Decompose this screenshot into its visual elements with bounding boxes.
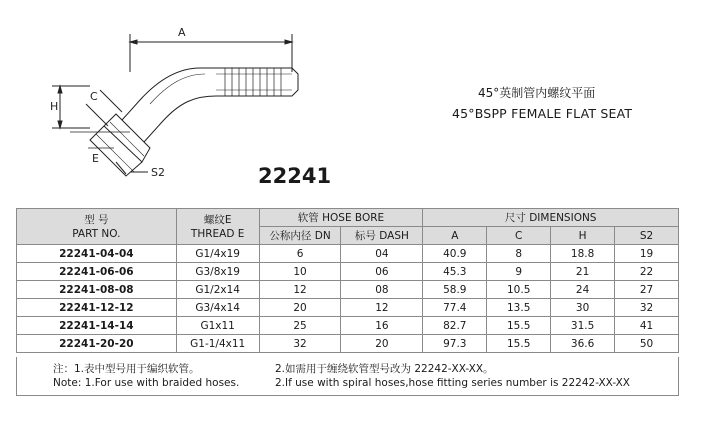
table-row	[17, 335, 679, 353]
cell-h: 36.6	[551, 335, 615, 353]
header-thread	[176, 209, 259, 245]
cell-dash: 04	[341, 245, 423, 263]
dim-a-label: A	[178, 26, 186, 39]
cell-h: 21	[551, 263, 615, 281]
dim-s2-label: S2	[151, 166, 165, 179]
header-thread-cn: 螺纹E	[203, 213, 232, 226]
table-row	[17, 263, 679, 281]
cell-part: 22241-12-12	[17, 299, 177, 317]
header-a: A	[423, 227, 487, 245]
cell-dn: 10	[259, 263, 341, 281]
header-dash: 标号 DASH	[341, 227, 423, 245]
note1-cn: 注：1.表中型号用于编织软管。	[53, 363, 200, 375]
cell-s2: 41	[615, 317, 679, 335]
cell-dash: 06	[341, 263, 423, 281]
header-dn: 公称内径 DN	[259, 227, 341, 245]
dim-h-label: H	[50, 100, 59, 113]
cell-c: 13.5	[487, 299, 551, 317]
cell-s2: 50	[615, 335, 679, 353]
header-part-no-en: PART NO.	[72, 227, 121, 240]
title-chinese: 45°英制管内螺纹平面	[478, 86, 596, 100]
header-part-no	[17, 209, 177, 245]
cell-c: 8	[487, 245, 551, 263]
cell-c: 10.5	[487, 281, 551, 299]
cell-h: 18.8	[551, 245, 615, 263]
title-english: 45°BSPP FEMALE FLAT SEAT	[452, 106, 633, 121]
cell-a: 58.9	[423, 281, 487, 299]
cell-dn: 20	[259, 299, 341, 317]
note2-cn: 2.如需用于缠绕软管型号改为 22242-XX-XX。	[275, 363, 494, 375]
cell-part: 22241-08-08	[17, 281, 177, 299]
cell-a: 40.9	[423, 245, 487, 263]
cell-thread: G1x11	[176, 317, 259, 335]
header-thread-en: THREAD E	[190, 227, 245, 240]
table-row	[17, 317, 679, 335]
header-hose-bore: 软管 HOSE BORE	[259, 209, 423, 227]
cell-h: 30	[551, 299, 615, 317]
table-row	[17, 281, 679, 299]
table-row	[17, 299, 679, 317]
cell-part: 22241-14-14	[17, 317, 177, 335]
cell-dash: 12	[341, 299, 423, 317]
cell-part: 22241-06-06	[17, 263, 177, 281]
cell-thread: G1/2x14	[176, 281, 259, 299]
header-c: C	[487, 227, 551, 245]
dim-e-label: E	[92, 152, 99, 165]
dim-c-label: C	[90, 90, 98, 103]
cell-a: 97.3	[423, 335, 487, 353]
cell-s2: 19	[615, 245, 679, 263]
cell-thread: G1-1/4x11	[176, 335, 259, 353]
header-part-no-cn: 型 号	[84, 213, 109, 226]
header-dimensions: 尺寸 DIMENSIONS	[423, 209, 679, 227]
cell-thread: G3/4x14	[176, 299, 259, 317]
notes-box	[16, 357, 679, 396]
specification-table	[16, 208, 679, 353]
cell-part: 22241-04-04	[17, 245, 177, 263]
cell-a: 77.4	[423, 299, 487, 317]
cell-a: 45.3	[423, 263, 487, 281]
cell-dash: 08	[341, 281, 423, 299]
cell-thread: G1/4x19	[176, 245, 259, 263]
cell-c: 15.5	[487, 317, 551, 335]
note2-en: 2.If use with spiral hoses,hose fitting series number is 22242-XX-XX	[275, 377, 630, 389]
cell-a: 82.7	[423, 317, 487, 335]
cell-h: 24	[551, 281, 615, 299]
cell-s2: 32	[615, 299, 679, 317]
cell-dn: 25	[259, 317, 341, 335]
cell-dn: 6	[259, 245, 341, 263]
cell-thread: G3/8x19	[176, 263, 259, 281]
cell-s2: 22	[615, 263, 679, 281]
cell-c: 15.5	[487, 335, 551, 353]
header-s2: S2	[615, 227, 679, 245]
cell-dn: 32	[259, 335, 341, 353]
cell-part: 22241-20-20	[17, 335, 177, 353]
cell-c: 9	[487, 263, 551, 281]
cell-s2: 27	[615, 281, 679, 299]
cell-dash: 20	[341, 335, 423, 353]
cell-dn: 12	[259, 281, 341, 299]
cell-dash: 16	[341, 317, 423, 335]
header-h: H	[551, 227, 615, 245]
note1-en: Note: 1.For use with braided hoses.	[53, 377, 240, 389]
part-code: 22241	[258, 164, 332, 188]
cell-h: 31.5	[551, 317, 615, 335]
table-row	[17, 245, 679, 263]
